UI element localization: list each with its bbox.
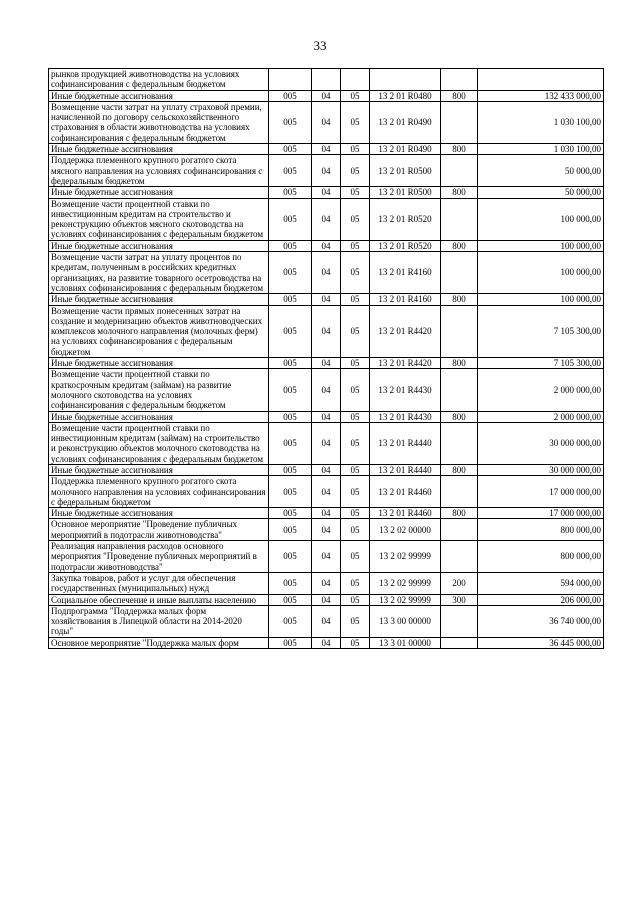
- item-name-cell: Иные бюджетные ассигнования: [49, 240, 269, 251]
- section-code-cell: 04: [312, 90, 341, 101]
- target-article-cell: 13 2 01 R4430: [370, 369, 441, 411]
- subsection-code-cell: 05: [341, 572, 370, 594]
- section-code-cell: 04: [312, 240, 341, 251]
- table-row: [49, 572, 604, 594]
- ministry-code-cell: 005: [269, 411, 312, 422]
- amount-cell: 100 000,00: [478, 240, 604, 251]
- amount-cell: 206 000,00: [478, 594, 604, 605]
- item-name-cell: Иные бюджетные ассигнования: [49, 144, 269, 155]
- item-name-cell: Иные бюджетные ассигнования: [49, 358, 269, 369]
- ministry-code-cell: 005: [269, 305, 312, 357]
- amount-cell: 132 433 000,00: [478, 90, 604, 101]
- table-row: [49, 519, 604, 541]
- amount-cell: 1 030 100,00: [478, 101, 604, 143]
- ministry-code-cell: 005: [269, 144, 312, 155]
- expense-type-cell: [441, 476, 478, 508]
- table-row: [49, 637, 604, 648]
- subsection-code-cell: 05: [341, 476, 370, 508]
- table-row: [49, 422, 604, 464]
- target-article-cell: 13 2 01 R0490: [370, 101, 441, 143]
- section-code-cell: 04: [312, 198, 341, 240]
- item-name-cell: Основное мероприятие "Проведение публичных мероприятий в подотрасли животноводства": [49, 519, 269, 541]
- ministry-code-cell: 005: [269, 90, 312, 101]
- target-article-cell: 13 2 01 R4440: [370, 464, 441, 475]
- expense-type-cell: [441, 422, 478, 464]
- expense-type-cell: 800: [441, 240, 478, 251]
- subsection-code-cell: [341, 69, 370, 91]
- section-code-cell: 04: [312, 187, 341, 198]
- ministry-code-cell: 005: [269, 198, 312, 240]
- item-name-cell: Иные бюджетные ассигнования: [49, 411, 269, 422]
- subsection-code-cell: 05: [341, 422, 370, 464]
- item-name-cell: Иные бюджетные ассигнования: [49, 294, 269, 305]
- expense-type-cell: 300: [441, 594, 478, 605]
- item-name-cell: Иные бюджетные ассигнования: [49, 464, 269, 475]
- ministry-code-cell: 005: [269, 476, 312, 508]
- target-article-cell: 13 2 01 R4460: [370, 508, 441, 519]
- section-code-cell: 04: [312, 155, 341, 187]
- amount-cell: 17 000 000,00: [478, 476, 604, 508]
- expense-type-cell: [441, 369, 478, 411]
- target-article-cell: 13 2 02 00000: [370, 519, 441, 541]
- expense-type-cell: 800: [441, 464, 478, 475]
- table-row: [49, 305, 604, 357]
- ministry-code-cell: 005: [269, 594, 312, 605]
- target-article-cell: 13 2 01 R4160: [370, 294, 441, 305]
- amount-cell: 7 105 300,00: [478, 305, 604, 357]
- ministry-code-cell: 005: [269, 541, 312, 573]
- subsection-code-cell: 05: [341, 90, 370, 101]
- table-row: [49, 369, 604, 411]
- item-name-cell: Иные бюджетные ассигнования: [49, 187, 269, 198]
- expense-type-cell: 800: [441, 90, 478, 101]
- table-row: [49, 144, 604, 155]
- section-code-cell: [312, 69, 341, 91]
- item-name-cell: Возмещение части процентной ставки по краткосрочным кредитам (займам) на развитие молочного скотоводства на условиях софинансирования с федеральным бюджетом: [49, 369, 269, 411]
- item-name-cell: Иные бюджетные ассигнования: [49, 90, 269, 101]
- section-code-cell: 04: [312, 369, 341, 411]
- item-name-cell: Возмещение части затрат на уплату процентов по кредитам, полученным в российских кредитных организациях, на развитие товарного осетроводства на условиях софинансирования с федеральным бюджетом: [49, 252, 269, 294]
- amount-cell: 17 000 000,00: [478, 508, 604, 519]
- target-article-cell: 13 2 01 R0520: [370, 198, 441, 240]
- table-row: [49, 411, 604, 422]
- amount-cell: 100 000,00: [478, 294, 604, 305]
- target-article-cell: 13 3 00 00000: [370, 605, 441, 637]
- table-row: [49, 594, 604, 605]
- table-row: [49, 69, 604, 91]
- ministry-code-cell: 005: [269, 519, 312, 541]
- amount-cell: 100 000,00: [478, 252, 604, 294]
- amount-cell: 2 000 000,00: [478, 369, 604, 411]
- expense-type-cell: 800: [441, 411, 478, 422]
- section-code-cell: 04: [312, 637, 341, 648]
- target-article-cell: [370, 69, 441, 91]
- ministry-code-cell: 005: [269, 508, 312, 519]
- expense-type-cell: [441, 305, 478, 357]
- ministry-code-cell: 005: [269, 369, 312, 411]
- table-row: [49, 476, 604, 508]
- subsection-code-cell: 05: [341, 411, 370, 422]
- amount-cell: 30 000 000,00: [478, 422, 604, 464]
- section-code-cell: 04: [312, 541, 341, 573]
- expense-type-cell: [441, 101, 478, 143]
- table-row: [49, 101, 604, 143]
- table-row: [49, 198, 604, 240]
- subsection-code-cell: 05: [341, 305, 370, 357]
- expense-type-cell: 800: [441, 187, 478, 198]
- target-article-cell: 13 2 01 R0520: [370, 240, 441, 251]
- section-code-cell: 04: [312, 594, 341, 605]
- section-code-cell: 04: [312, 411, 341, 422]
- ministry-code-cell: 005: [269, 187, 312, 198]
- expense-type-cell: 800: [441, 144, 478, 155]
- table-row: [49, 294, 604, 305]
- budget-table-body: [49, 69, 604, 649]
- table-row: [49, 252, 604, 294]
- table-row: [49, 240, 604, 251]
- ministry-code-cell: 005: [269, 605, 312, 637]
- amount-cell: 50 000,00: [478, 155, 604, 187]
- item-name-cell: Поддержка племенного крупного рогатого скота мясного направления на условиях софинансирования с федеральным бюджетом: [49, 155, 269, 187]
- ministry-code-cell: 005: [269, 294, 312, 305]
- amount-cell: 800 000,00: [478, 541, 604, 573]
- amount-cell: 30 000 000,00: [478, 464, 604, 475]
- ministry-code-cell: 005: [269, 464, 312, 475]
- table-row: [49, 464, 604, 475]
- target-article-cell: 13 3 01 00000: [370, 637, 441, 648]
- ministry-code-cell: 005: [269, 155, 312, 187]
- target-article-cell: 13 2 01 R0490: [370, 144, 441, 155]
- section-code-cell: 04: [312, 476, 341, 508]
- section-code-cell: 04: [312, 464, 341, 475]
- amount-cell: 50 000,00: [478, 187, 604, 198]
- amount-cell: 1 030 100,00: [478, 144, 604, 155]
- subsection-code-cell: 05: [341, 187, 370, 198]
- target-article-cell: 13 2 01 R4430: [370, 411, 441, 422]
- table-row: [49, 541, 604, 573]
- target-article-cell: 13 2 01 R4420: [370, 358, 441, 369]
- subsection-code-cell: 05: [341, 294, 370, 305]
- amount-cell: 36 740 000,00: [478, 605, 604, 637]
- subsection-code-cell: 05: [341, 508, 370, 519]
- ministry-code-cell: 005: [269, 240, 312, 251]
- item-name-cell: Основное мероприятие "Поддержка малых форм: [49, 637, 269, 648]
- subsection-code-cell: 05: [341, 369, 370, 411]
- subsection-code-cell: 05: [341, 519, 370, 541]
- amount-cell: 100 000,00: [478, 198, 604, 240]
- section-code-cell: 04: [312, 519, 341, 541]
- section-code-cell: 04: [312, 101, 341, 143]
- ministry-code-cell: 005: [269, 637, 312, 648]
- target-article-cell: 13 2 01 R0500: [370, 155, 441, 187]
- subsection-code-cell: 05: [341, 594, 370, 605]
- item-name-cell: Возмещение части прямых понесенных затрат на создание и модернизацию объектов животноводческих комплексов молочного направления (молочных ферм) на условиях софинансирования с федеральным бюджетом: [49, 305, 269, 357]
- section-code-cell: 04: [312, 358, 341, 369]
- section-code-cell: 04: [312, 605, 341, 637]
- subsection-code-cell: 05: [341, 252, 370, 294]
- ministry-code-cell: 005: [269, 422, 312, 464]
- page-number: 33: [313, 38, 327, 53]
- item-name-cell: Поддержка племенного крупного рогатого скота молочного направления на условиях софинансирования с федеральным бюджетом: [49, 476, 269, 508]
- amount-cell: 2 000 000,00: [478, 411, 604, 422]
- table-row: [49, 605, 604, 637]
- expense-type-cell: [441, 605, 478, 637]
- target-article-cell: 13 2 02 99999: [370, 541, 441, 573]
- amount-cell: [478, 69, 604, 91]
- expense-type-cell: 200: [441, 572, 478, 594]
- expense-type-cell: [441, 69, 478, 91]
- section-code-cell: 04: [312, 294, 341, 305]
- ministry-code-cell: 005: [269, 101, 312, 143]
- amount-cell: 7 105 300,00: [478, 358, 604, 369]
- amount-cell: 36 445 000,00: [478, 637, 604, 648]
- table-row: [49, 90, 604, 101]
- expense-type-cell: [441, 198, 478, 240]
- ministry-code-cell: 005: [269, 252, 312, 294]
- subsection-code-cell: 05: [341, 240, 370, 251]
- section-code-cell: 04: [312, 422, 341, 464]
- item-name-cell: рынков продукцией животноводства на условиях софинансирования с федеральным бюджетом: [49, 69, 269, 91]
- target-article-cell: 13 2 01 R4420: [370, 305, 441, 357]
- table-row: [49, 155, 604, 187]
- subsection-code-cell: 05: [341, 637, 370, 648]
- budget-table: [48, 68, 604, 649]
- item-name-cell: Реализация направления расходов основного мероприятия "Проведение публичных мероприятий в подотрасли животноводства": [49, 541, 269, 573]
- subsection-code-cell: 05: [341, 541, 370, 573]
- item-name-cell: Возмещение части процентной ставки по инвестиционным кредитам на строительство и реконструкцию объектов мясного скотоводства на условиях софинансирования с федеральным бюджетом: [49, 198, 269, 240]
- item-name-cell: Возмещение части затрат на уплату страховой премии, начисленной по договору сельскохозяйственного страхования в области животноводства на условиях софинансирования с федеральным бюджетом: [49, 101, 269, 143]
- item-name-cell: Возмещение части процентной ставки по инвестиционным кредитам (займам) на строительство и реконструкцию объектов молочного скотоводства на условиях софинансирования с федеральным бюджетом: [49, 422, 269, 464]
- amount-cell: 800 000,00: [478, 519, 604, 541]
- subsection-code-cell: 05: [341, 358, 370, 369]
- item-name-cell: Закупка товаров, работ и услуг для обеспечения государственных (муниципальных) нужд: [49, 572, 269, 594]
- expense-type-cell: 800: [441, 508, 478, 519]
- target-article-cell: 13 2 01 R0480: [370, 90, 441, 101]
- item-name-cell: Социальное обеспечение и иные выплаты населению: [49, 594, 269, 605]
- amount-cell: 594 000,00: [478, 572, 604, 594]
- section-code-cell: 04: [312, 144, 341, 155]
- expense-type-cell: 800: [441, 358, 478, 369]
- target-article-cell: 13 2 02 99999: [370, 594, 441, 605]
- target-article-cell: 13 2 01 R4460: [370, 476, 441, 508]
- expense-type-cell: [441, 155, 478, 187]
- subsection-code-cell: 05: [341, 464, 370, 475]
- expense-type-cell: [441, 519, 478, 541]
- ministry-code-cell: 005: [269, 358, 312, 369]
- expense-type-cell: 800: [441, 294, 478, 305]
- target-article-cell: 13 2 01 R4160: [370, 252, 441, 294]
- table-row: [49, 358, 604, 369]
- table-row: [49, 187, 604, 198]
- expense-type-cell: [441, 252, 478, 294]
- section-code-cell: 04: [312, 252, 341, 294]
- ministry-code-cell: [269, 69, 312, 91]
- subsection-code-cell: 05: [341, 155, 370, 187]
- item-name-cell: Иные бюджетные ассигнования: [49, 508, 269, 519]
- section-code-cell: 04: [312, 305, 341, 357]
- subsection-code-cell: 05: [341, 605, 370, 637]
- expense-type-cell: [441, 637, 478, 648]
- target-article-cell: 13 2 02 99999: [370, 572, 441, 594]
- section-code-cell: 04: [312, 572, 341, 594]
- table-row: [49, 508, 604, 519]
- subsection-code-cell: 05: [341, 101, 370, 143]
- ministry-code-cell: 005: [269, 572, 312, 594]
- target-article-cell: 13 2 01 R0500: [370, 187, 441, 198]
- subsection-code-cell: 05: [341, 198, 370, 240]
- target-article-cell: 13 2 01 R4440: [370, 422, 441, 464]
- item-name-cell: Подпрограмма "Поддержка малых форм хозяйствования в Липецкой области на 2014-2020 годы": [49, 605, 269, 637]
- expense-type-cell: [441, 541, 478, 573]
- subsection-code-cell: 05: [341, 144, 370, 155]
- section-code-cell: 04: [312, 508, 341, 519]
